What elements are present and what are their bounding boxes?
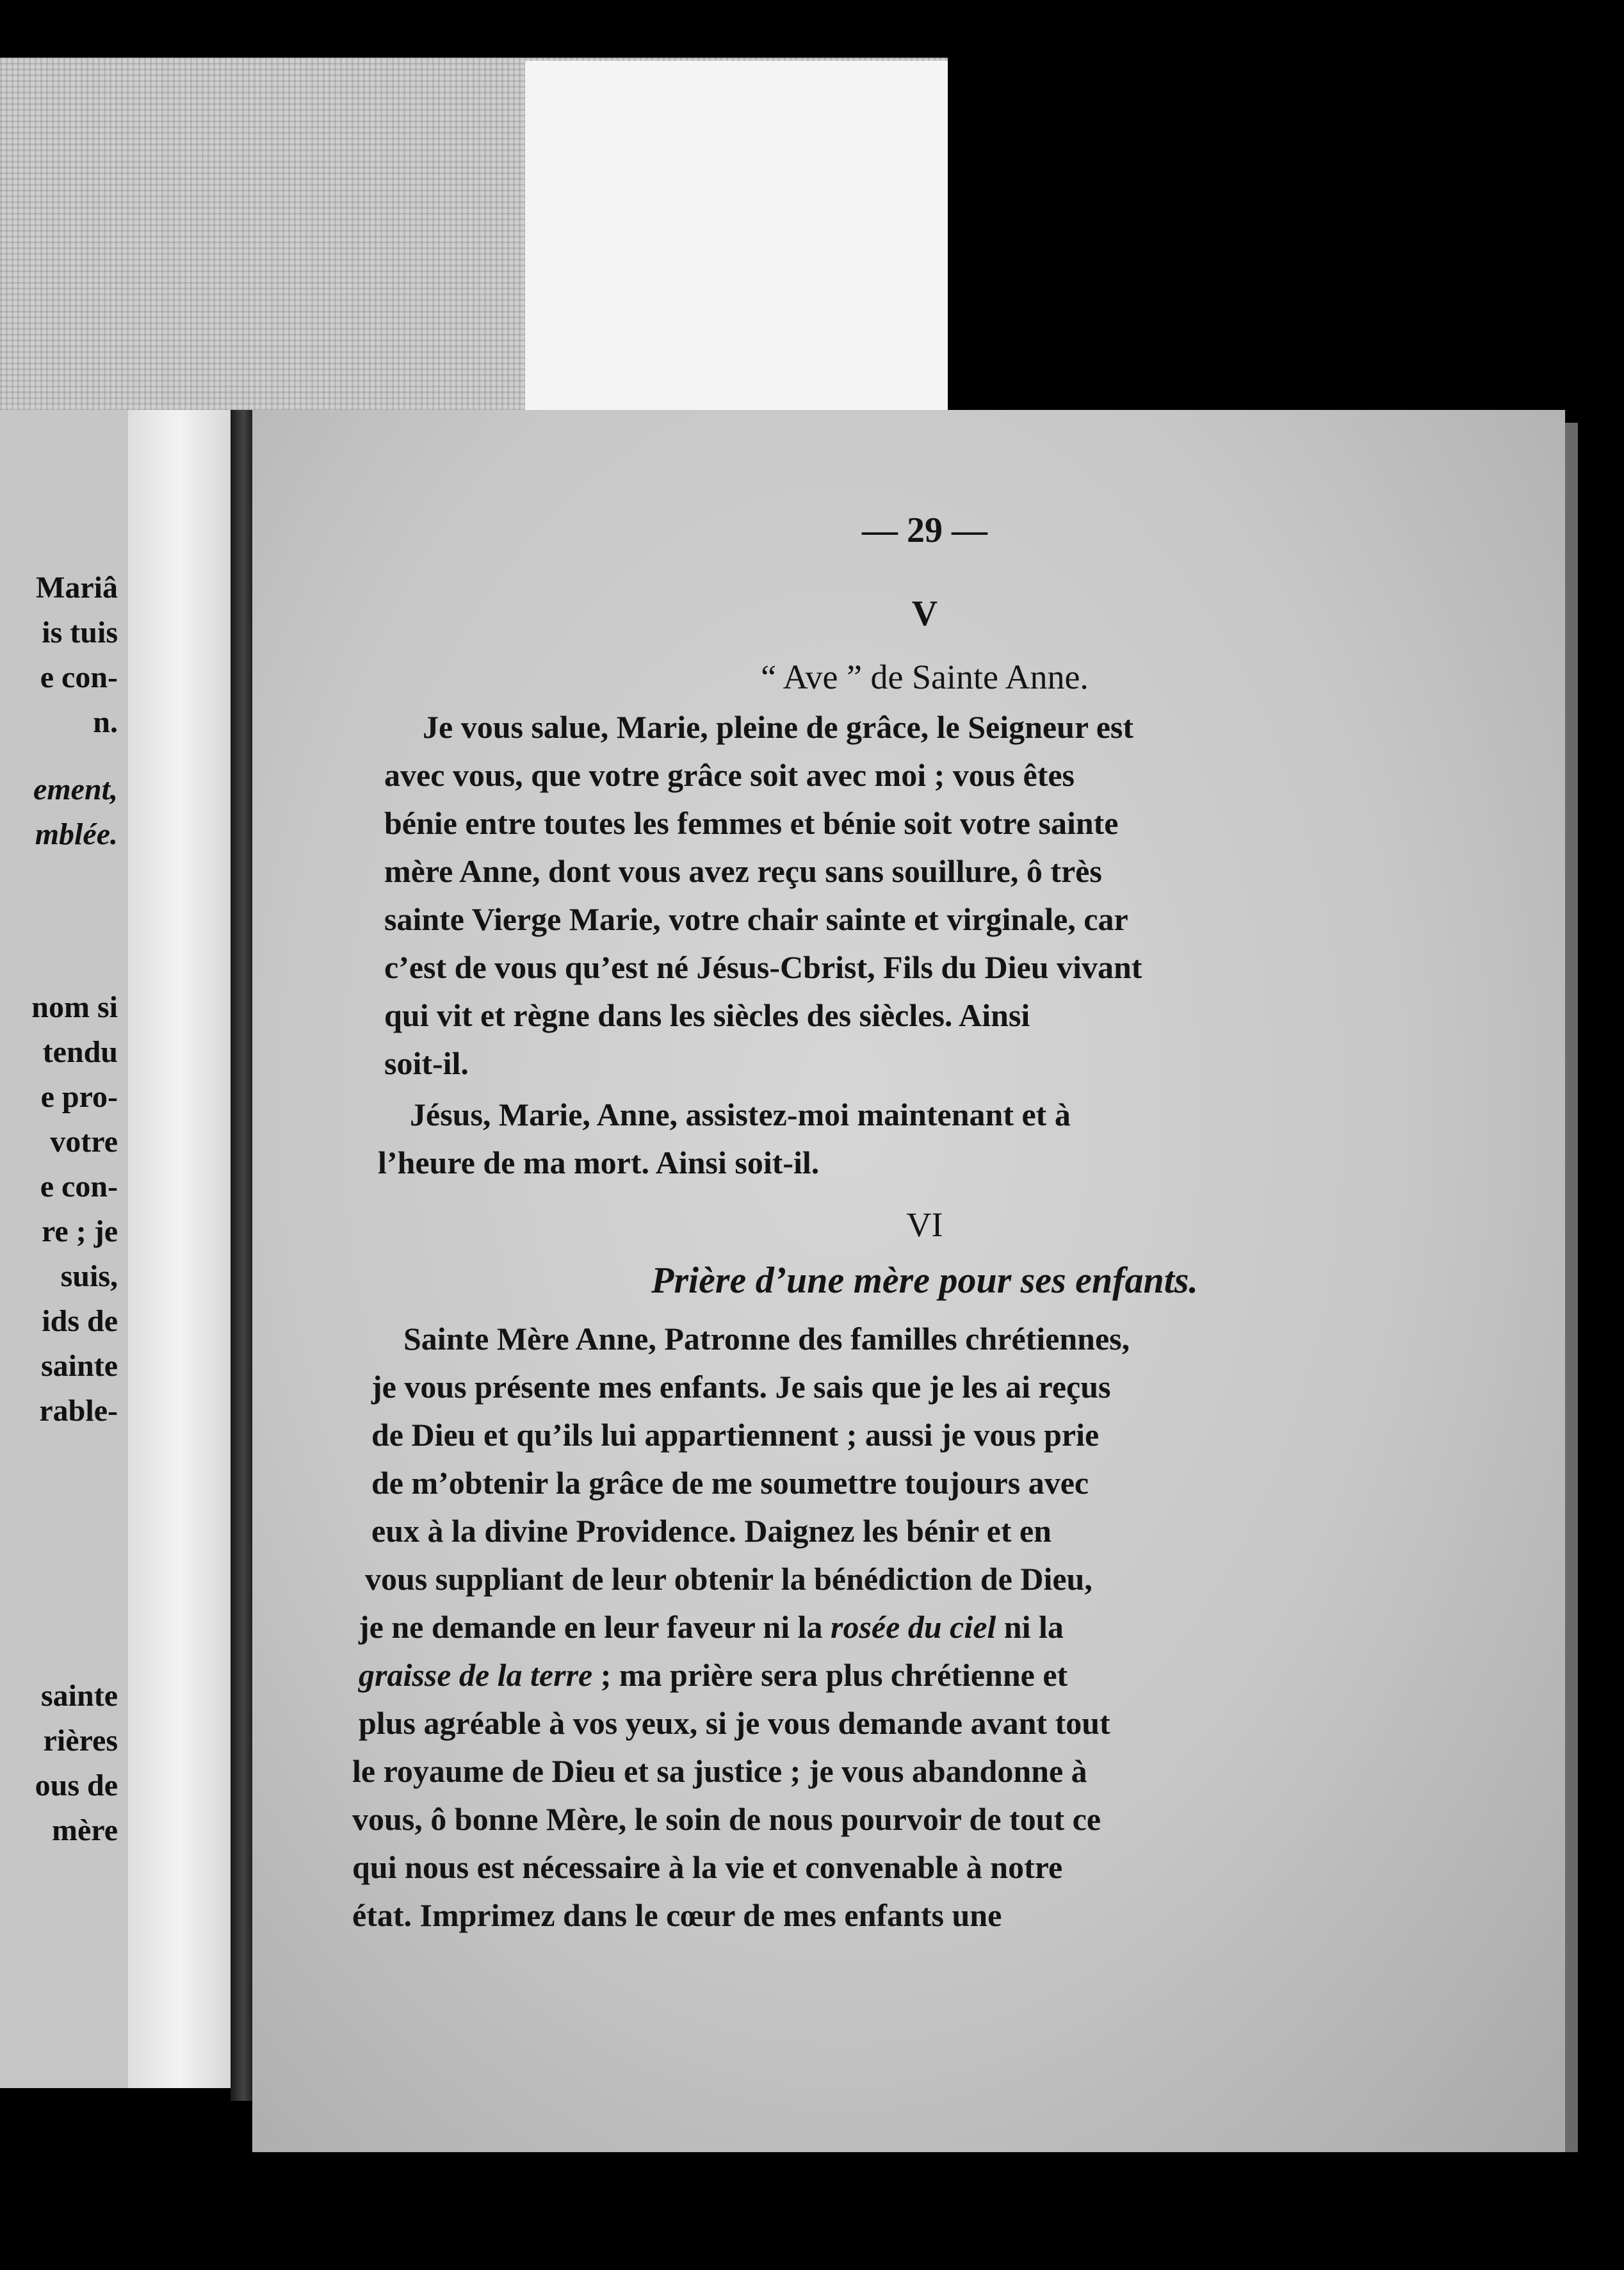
page-number: — 29 — [862, 510, 987, 550]
section-numeral-vi: VI [906, 1205, 943, 1244]
left-page-line: re ; je [41, 1214, 118, 1248]
text-line: vous, ô bonne Mère, le soin de nous pourvoir de tout ce [352, 1801, 1101, 1837]
text-line: le royaume de Dieu et sa justice ; je vous abandonne à [352, 1753, 1087, 1789]
text-line: c’est de vous qu’est né Jésus-Cbrist, Fils du Dieu vivant [384, 949, 1142, 985]
left-page [0, 410, 128, 2088]
left-page-line: tendu [42, 1035, 118, 1069]
text-line: avec vous, que votre grâce soit avec moi ; vous êtes [384, 757, 1075, 793]
right-page [252, 410, 1565, 2152]
left-page-line: votre [50, 1125, 118, 1159]
text-line: de Dieu et qu’ils lui appartiennent ; aussi je vous prie [371, 1417, 1100, 1453]
text-line [359, 1659, 1068, 1691]
left-page-line: sainte [41, 1679, 118, 1713]
left-page-line: sainte [41, 1349, 118, 1383]
text-line: plus agréable à vos yeux, si je vous demande avant tout [359, 1705, 1110, 1741]
section-title-v: “ Ave ” de Sainte Anne. [761, 658, 1089, 696]
left-page-line: e con- [40, 1170, 118, 1204]
left-page-line: e con- [40, 660, 118, 694]
text-line [359, 1611, 1064, 1643]
left-page-line: rable- [39, 1394, 118, 1428]
text-line: de m’obtenir la grâce de me soumettre toujours avec [371, 1465, 1089, 1501]
italic-phrase: graisse de la terre [359, 1657, 593, 1693]
text-line: soit-il. [384, 1045, 469, 1081]
book-endpaper [525, 61, 948, 416]
text-line: qui nous est nécessaire à la vie et convenable à notre [352, 1849, 1063, 1885]
left-page-line: ement, [33, 772, 118, 806]
text-line: mère Anne, dont vous avez reçu sans souillure, ô très [384, 853, 1102, 889]
left-page-line: mère [51, 1813, 118, 1847]
text-line: vous suppliant de leur obtenir la bénédiction de Dieu, [365, 1561, 1092, 1597]
text-line: Je vous salue, Marie, pleine de grâce, le Seigneur est [423, 709, 1134, 745]
left-page-line: n. [93, 705, 118, 739]
left-page-line: ous de [35, 1768, 118, 1802]
text-fragment: ; ma prière sera plus chrétienne et [592, 1657, 1068, 1693]
section-title-vi: Prière d’une mère pour ses enfants. [651, 1259, 1198, 1301]
section-numeral-v: V [911, 594, 938, 633]
text-line: état. Imprimez dans le cœur de mes enfants une [352, 1897, 1002, 1933]
left-page-line: nom si [31, 990, 118, 1024]
page-edge-shadow [1565, 423, 1578, 2152]
text-fragment: ni la [996, 1609, 1064, 1645]
text-line: eux à la divine Providence. Daignez les bénir et en [371, 1513, 1052, 1549]
binding-shadow [231, 410, 252, 2101]
text-line: Jésus, Marie, Anne, assistez-moi maintenant et à [410, 1097, 1071, 1132]
text-line: je vous présente mes enfants. Je sais que je les ai reçus [371, 1369, 1111, 1405]
text-line: l’heure de ma mort. Ainsi soit-il. [378, 1145, 820, 1180]
left-page-line: is tuis [42, 616, 118, 649]
page-gutter [128, 410, 231, 2088]
text-line: sainte Vierge Marie, votre chair sainte et virginale, car [384, 901, 1128, 937]
left-page-line: suis, [60, 1259, 118, 1293]
left-page-line: ids de [42, 1304, 118, 1338]
text-line: bénie entre toutes les femmes et bénie soit votre sainte [384, 805, 1119, 841]
text-line: qui vit et règne dans les siècles des siècles. Ainsi [384, 997, 1030, 1033]
left-page-line: e pro- [40, 1080, 118, 1114]
left-page-line: rières [43, 1724, 118, 1758]
italic-phrase: rosée du ciel [831, 1609, 996, 1645]
left-page-line: mblée. [35, 817, 118, 851]
left-page-line: Mariâ [36, 571, 118, 605]
text-fragment: je ne demande en leur faveur ni la [359, 1609, 831, 1645]
text-line: Sainte Mère Anne, Patronne des familles chrétiennes, [403, 1321, 1130, 1357]
